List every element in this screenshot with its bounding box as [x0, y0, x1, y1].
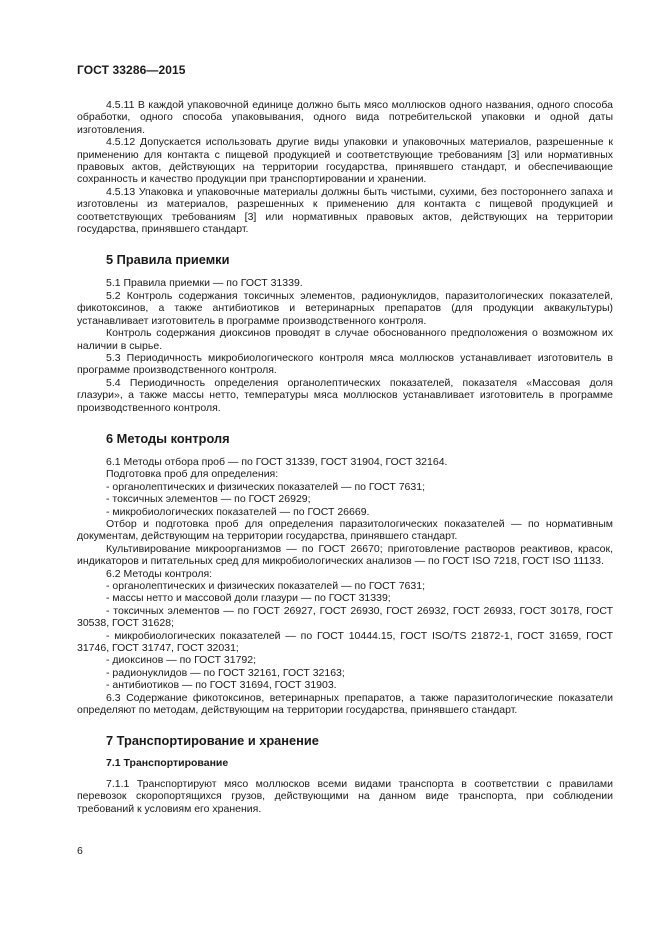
- list-item: - микробиологических показателей — по ГОСТ 10444.15, ГОСТ ISO/TS 21872-1, ГОСТ 31659, ГОСТ 31746, ГОСТ 31747, ГОСТ 32031;: [77, 629, 613, 655]
- paragraph-5-1: 5.1 Правила приемки — по ГОСТ 31339.: [106, 277, 303, 290]
- list-item: - антибиотиков — по ГОСТ 31694, ГОСТ 31903.: [106, 679, 337, 692]
- list-item: - диоксинов — по ГОСТ 31792;: [106, 654, 257, 667]
- section-heading-7: 7 Транспортирование и хранение: [106, 733, 319, 749]
- paragraph-5-3: 5.3 Периодичность микробиологического контроля мяса моллюсков устанавливает изготовитель в программе производственного контроля.: [77, 351, 613, 377]
- paragraph-6-1-sampling: Отбор и подготовка проб для определения паразитологических показателей — по нормативным документам, действующим на территории государства, принявшего стандарт.: [77, 517, 613, 543]
- subsection-heading-7-1: 7.1 Транспортирование: [106, 757, 229, 770]
- section-heading-5: 5 Правила приемки: [106, 252, 230, 268]
- list-item: - токсичных элементов — по ГОСТ 26927, ГОСТ 26930, ГОСТ 26932, ГОСТ 26933, ГОСТ 30178, ГОСТ 30538, ГОСТ 31628;: [77, 604, 613, 630]
- paragraph-6-2: 6.2 Методы контроля:: [106, 567, 213, 580]
- paragraph-5-4: 5.4 Периодичность определения органолептических показателей, показателя «Массовая доля глазури», а также массы нетто, температуры мяса моллюсков устанавливает изготовитель в программе производственного контроля.: [77, 376, 613, 414]
- list-item: - массы нетто и массовой доли глазури — по ГОСТ 31339;: [106, 592, 391, 605]
- paragraph-4-5-11: 4.5.11 В каждой упаковочной единице должно быть мясо моллюсков одного названия, одного способа обработки, одного способа упаковывания, одного вида потребительской упаковки и одной даты изготовления.: [77, 99, 613, 136]
- document-code-header: ГОСТ 33286—2015: [77, 63, 186, 77]
- paragraph-7-1-1: 7.1.1 Транспортируют мясо моллюсков всеми видами транспорта в соответствии с правилами перевозок скоропортящихся грузов, действующими на данном виде транспорта, при соблюдении требований к условиям его хранения.: [77, 777, 613, 815]
- paragraph-6-1-cultivation: Культивирование микроорганизмов — по ГОСТ 26670; приготовление растворов реактивов, красок, индикаторов и питательных сред для микробиологических анализов — по ГОСТ ISO 7218, ГОСТ ISO 11133.: [77, 542, 613, 568]
- paragraph-4-5-12: 4.5.12 Допускается использовать другие виды упаковки и упаковочных материалов, разрешенные к применению для контакта с пищевой продукцией и соответствующие требованиям [3] или нормативных правовых актов, действующих на территории государства, принявшего стандарт, и обеспечивающие сохранность и качество продукции при транспортировании и хранении.: [77, 136, 613, 186]
- list-item: - микробиологических показателей — по ГОСТ 26669.: [106, 505, 370, 518]
- list-item: - радионуклидов — по ГОСТ 32161, ГОСТ 32163;: [106, 666, 345, 679]
- document-body: [77, 99, 613, 815]
- list-item: - органолептических и физических показателей — по ГОСТ 7631;: [106, 580, 425, 592]
- section-heading-6: 6 Методы контроля: [106, 430, 230, 446]
- paragraph-6-1-prep: Подготовка проб для определения:: [106, 468, 279, 481]
- paragraph-4-5-13: 4.5.13 Упаковка и упаковочные материалы должны быть чистыми, сухими, без постороннего запаха и изготовлены из материалов, разрешенных к применению для контакта с пищевой продукцией и соответствующих требованиям [3] или нормативных правовых актов, действующих на территории государства, принявшего стандарт.: [77, 185, 613, 236]
- page-number: 6: [77, 845, 83, 857]
- paragraph-6-3: 6.3 Содержание фикотоксинов, ветеринарных препаратов, а также паразитологические показатели определяют по методам, действующим на территории государства, принявшего стандарт.: [77, 691, 613, 717]
- paragraph-6-1: 6.1 Методы отбора проб — по ГОСТ 31339, ГОСТ 31904, ГОСТ 32164.: [106, 455, 448, 468]
- list-item: - токсичных элементов — по ГОСТ 26929;: [106, 493, 311, 506]
- paragraph-5-2: 5.2 Контроль содержания токсичных элементов, радионуклидов, паразитологических показателей, фикотоксинов, а также антибиотиков и ветеринарных препаратов (для продукции аквакультуры) устанавливает изготовитель в программе производственного контроля.: [77, 289, 613, 327]
- paragraph-5-2-dioxins: Контроль содержания диоксинов проводят в случае обоснованного предположения о возможном их наличии в сырье.: [77, 327, 613, 352]
- list-item: - органолептических и физических показателей — по ГОСТ 7631;: [106, 480, 425, 493]
